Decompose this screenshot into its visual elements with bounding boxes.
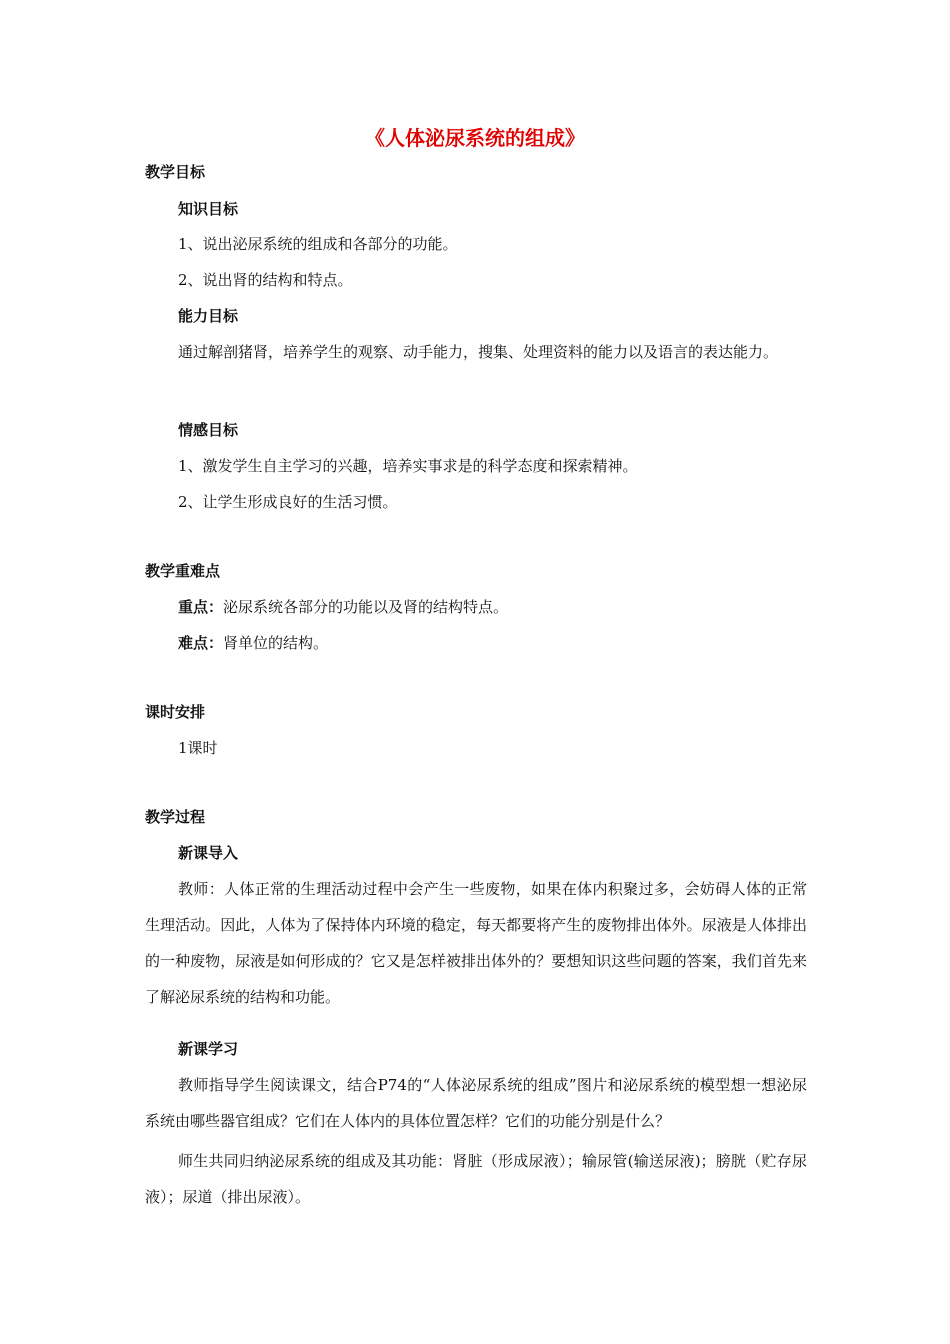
knowledge-item-1: 1、说出泌尿系统的组成和各部分的功能。 xyxy=(178,235,458,253)
schedule-heading: 课时安排 xyxy=(145,703,206,721)
ability-heading: 能力目标 xyxy=(178,307,239,325)
difficulty-text: 肾单位的结构。 xyxy=(223,634,329,652)
schedule-text: 1课时 xyxy=(178,739,218,757)
learning-text-2: 师生共同归纳泌尿系统的组成及其功能：肾脏（形成尿液）；输尿管(输送尿液)；膀胱（贮存尿液）；尿道（排出尿液）。 xyxy=(145,1152,807,1206)
knowledge-item-2: 2、说出肾的结构和特点。 xyxy=(178,271,353,289)
document-title: 《人体泌尿系统的组成》 xyxy=(365,126,585,150)
intro-heading: 新课导入 xyxy=(178,844,239,862)
objectives-heading: 教学目标 xyxy=(145,163,206,181)
emotion-item-2: 2、让学生形成良好的生活习惯。 xyxy=(178,493,398,511)
difficulty-line xyxy=(178,633,328,653)
emotion-heading: 情感目标 xyxy=(178,421,239,439)
emotion-item-1: 1、激发学生自主学习的兴趣，培养实事求是的科学态度和探索精神。 xyxy=(178,457,638,475)
difficulty-label: 难点： xyxy=(178,634,224,652)
intro-text: 教师：人体正常的生理活动过程中会产生一些废物，如果在体内积聚过多，会妨碍人体的正常生理活动。因此，人体为了保持体内环境的稳定，每天都要将产生的废物排出体外。尿液是人体排出的一种废物，尿液是如何形成的？它又是怎样被排出体外的？要想知识这些问题的答案，我们首先来了解泌尿系统的结构和功能。 xyxy=(145,880,807,1006)
focus-line xyxy=(178,597,508,617)
learning-heading: 新课学习 xyxy=(178,1040,239,1058)
focus-label: 重点： xyxy=(178,598,224,616)
process-heading: 教学过程 xyxy=(145,808,206,826)
ability-text: 通过解剖猪肾，培养学生的观察、动手能力，搜集、处理资料的能力以及语言的表达能力。 xyxy=(178,343,779,361)
knowledge-heading: 知识目标 xyxy=(178,200,239,218)
key-points-heading: 教学重难点 xyxy=(145,562,221,580)
focus-text: 泌尿系统各部分的功能以及肾的结构特点。 xyxy=(223,598,509,616)
learning-text-1: 教师指导学生阅读课文，结合P74的“人体泌尿系统的组成”图片和泌尿系统的模型想一想泌尿系统由哪些器官组成？它们在人体内的具体位置怎样？它们的功能分别是什么？ xyxy=(145,1076,807,1130)
